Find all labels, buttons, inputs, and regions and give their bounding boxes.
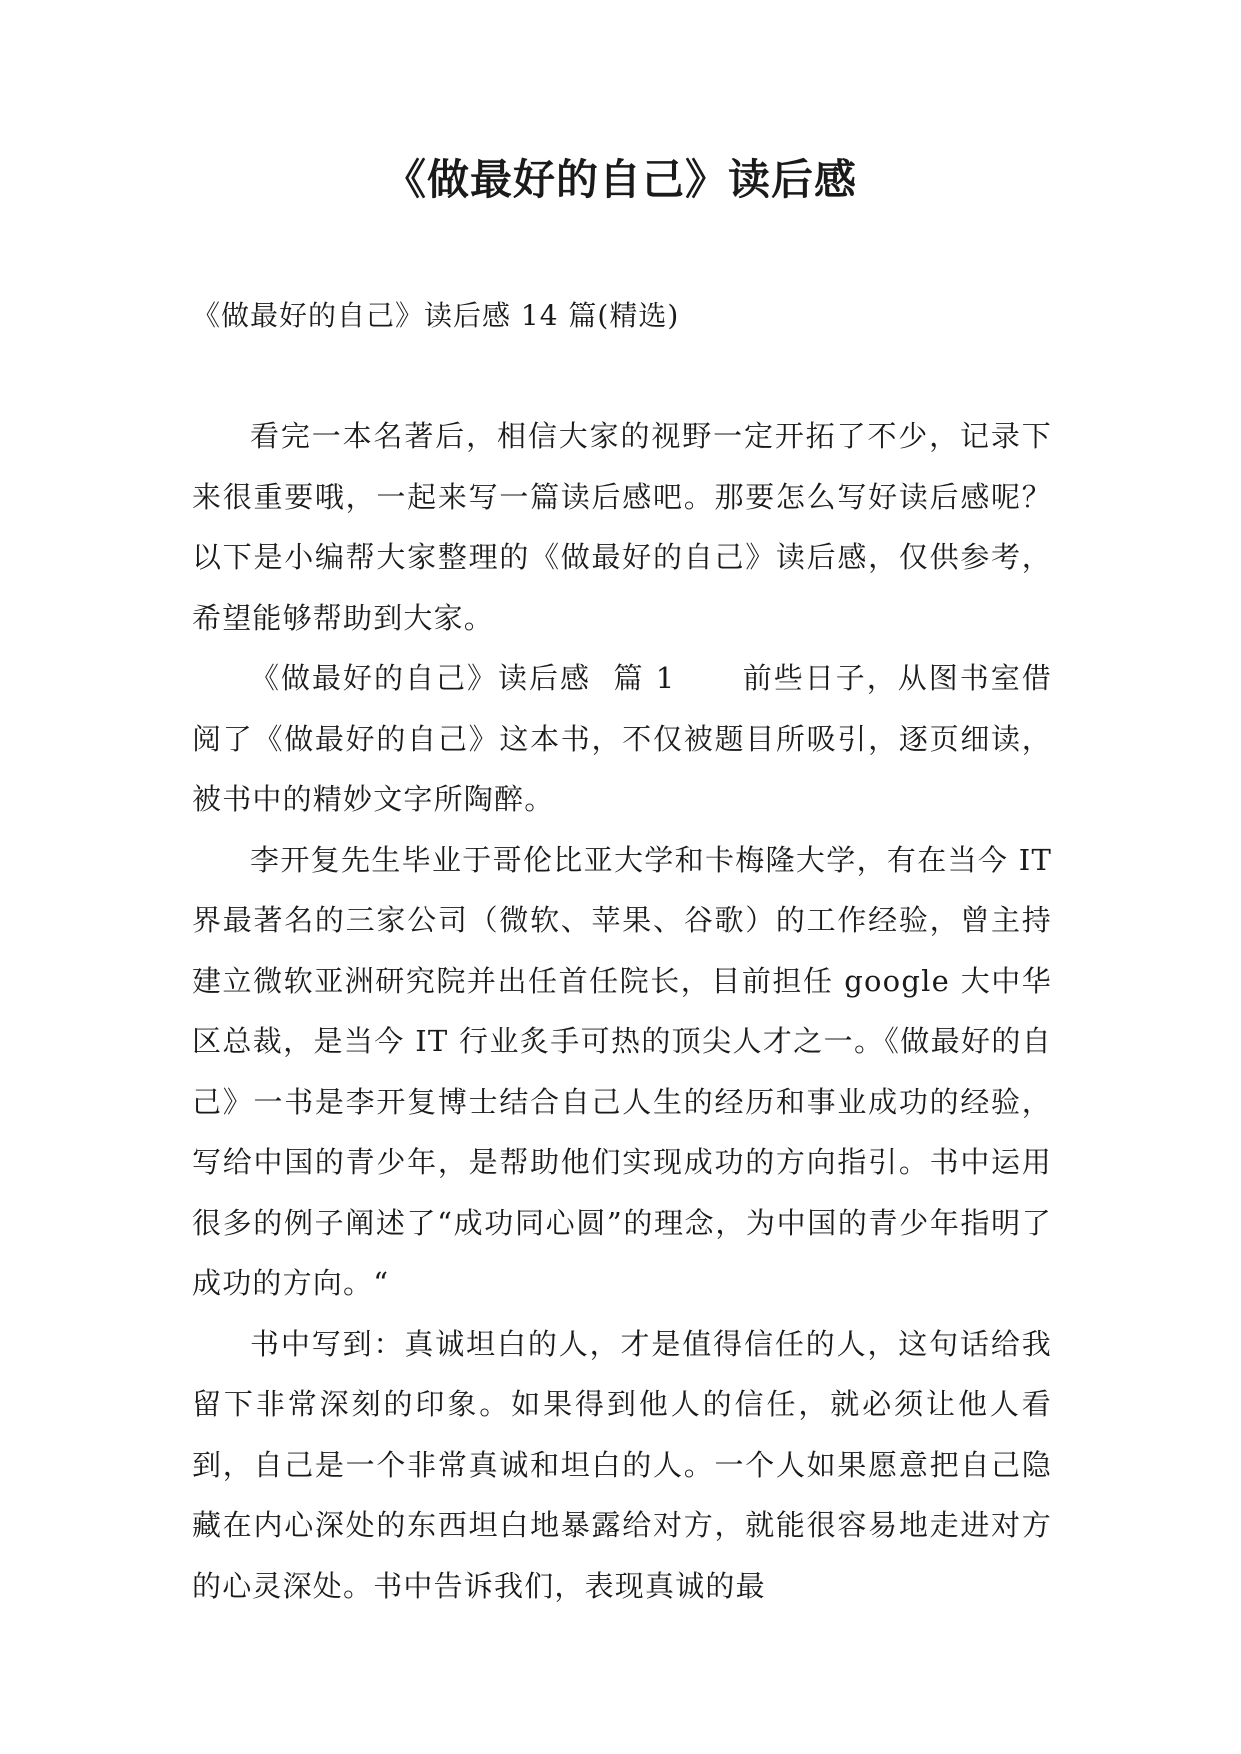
document-subtitle: 《做最好的自己》读后感 14 篇(精选)	[192, 299, 680, 332]
document-body	[192, 406, 1052, 1616]
document-title: 《做最好的自己》读后感	[383, 155, 857, 204]
paragraph-honesty: 书中写到：真诚坦白的人，才是值得信任的人，这句话给我留下非常深刻的印象。如果得到他人的信任，就必须让他人看到，自己是一个非常真诚和坦白的人。一个人如果愿意把自己隐藏在内心深处的东西坦白地暴露给对方，就能很容易地走进对方的心灵深处。书中告诉我们，表现真诚的最	[192, 1326, 1052, 1603]
paragraph-chapter-1: 《做最好的自己》读后感 篇 1 前些日子，从图书室借阅了《做最好的自己》这本书，不仅被题目所吸引，逐页细读，被书中的精妙文字所陶醉。	[192, 661, 1052, 816]
paragraph-author-bio: 李开复先生毕业于哥伦比亚大学和卡梅隆大学，有在当今 IT 界最著名的三家公司（微软、苹果、谷歌）的工作经验，曾主持建立微软亚洲研究院并出任首任院长，目前担任 google 大中华区总裁，是当今 IT 行业炙手可热的顶尖人才之一。《做最好的自己》一书是李开复博士结合自己人生的经历和事业成功的经验，写给中国的青少年，是帮助他们实现成功的方向指引。书中运用很多的例子阐述了“成功同心圆”的理念，为中国的青少年指明了成功的方向。“	[192, 842, 1052, 1300]
paragraph-intro: 看完一本名著后，相信大家的视野一定开拓了不少，记录下来很重要哦，一起来写一篇读后感吧。那要怎么写好读后感呢？以下是小编帮大家整理的《做最好的自己》读后感，仅供参考，希望能够帮助到大家。	[192, 419, 1052, 635]
